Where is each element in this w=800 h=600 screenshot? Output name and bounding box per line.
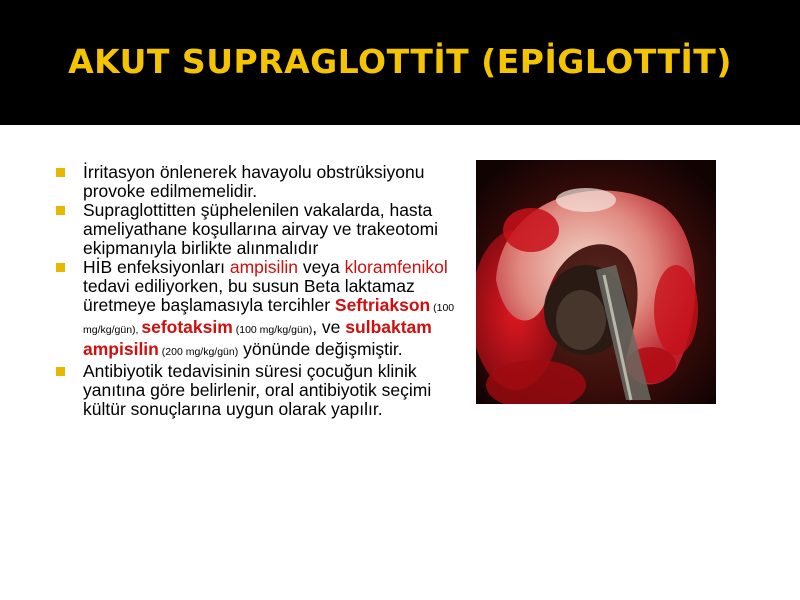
bullet-text-part: tedavi ediliyorken, bu susun Beta laktamaz üretmeye başlamasıyla tercihler xyxy=(83,276,415,315)
drug-name: Seftriakson xyxy=(334,295,431,315)
square-bullet-icon xyxy=(56,206,65,215)
bullet-text-part: yönünde değişmiştir. xyxy=(238,339,403,359)
bullet-item xyxy=(56,201,466,258)
bullet-text: Antibiyotik tedavisinin süresi çocuğun klinik yanıtına göre belirlenir, oral antibiyotik seçimi kültür sonuçlarına uygun olarak yapılır. xyxy=(83,361,432,419)
drug-name: sefotaksim xyxy=(141,317,233,337)
epiglottis-image-icon xyxy=(476,160,716,404)
bullet-list xyxy=(56,163,466,419)
drug-name: sulbaktam ampisilin xyxy=(83,317,432,359)
bullet-text: İrritasyon önlenerek havayolu obstrüksiyonu provoke edilmemelidir. xyxy=(83,162,425,201)
endoscopic-photo xyxy=(476,160,716,404)
square-bullet-icon xyxy=(56,263,65,272)
bullet-item xyxy=(56,163,466,201)
slide-title: AKUT SUPRAGLOTTİT (EPİGLOTTİT) xyxy=(68,42,732,81)
bullet-item xyxy=(56,362,466,419)
square-bullet-icon xyxy=(56,367,65,376)
square-bullet-icon xyxy=(56,168,65,177)
bullet-text-part: HİB enfeksiyonları xyxy=(83,257,230,277)
bullet-text-part: veya xyxy=(297,257,345,277)
bullet-text-part: , ve xyxy=(312,317,346,337)
drug-name: ampisilin xyxy=(229,257,298,277)
drug-name: kloramfenikol xyxy=(344,257,448,277)
bullet-item xyxy=(56,258,466,362)
bullet-text: Supraglottitten şüphelenilen vakalarda, hasta ameliyathane koşullarına airvay ve trakeotomi ekipmanıyla birlikte alınmalıdır xyxy=(83,200,439,258)
dose-text: (100 mg/kg/gün), xyxy=(83,302,455,336)
dose-text: (100 mg/kg/gün) xyxy=(232,324,313,336)
dose-text: (200 mg/kg/gün) xyxy=(158,346,239,358)
